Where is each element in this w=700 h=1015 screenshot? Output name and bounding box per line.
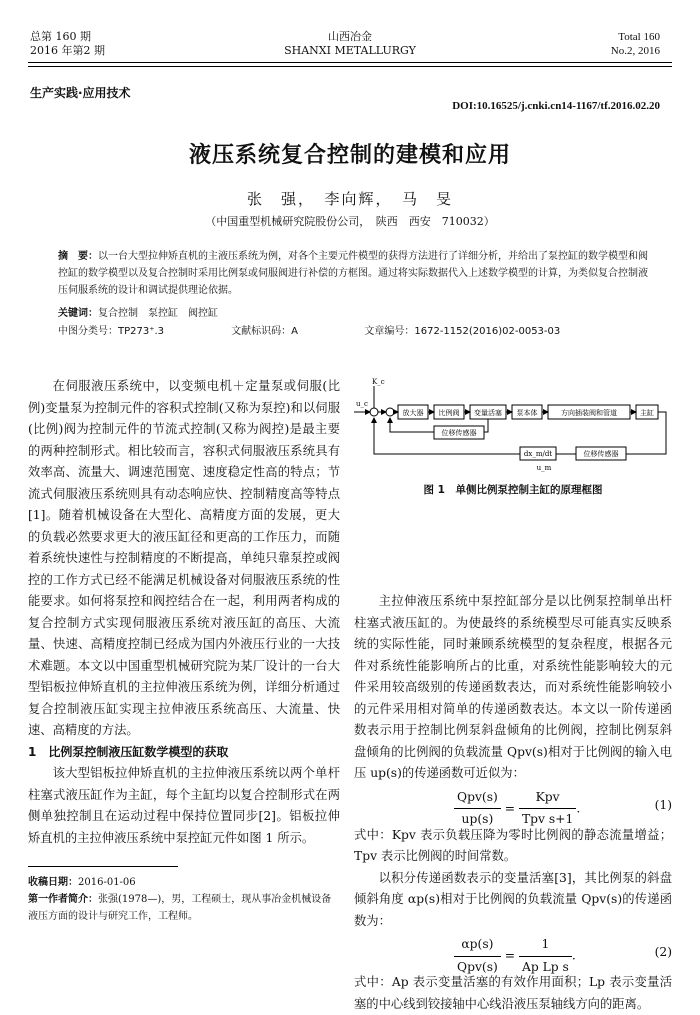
keywords-label: 关键词： [58,308,98,319]
block-displacement-sensor-1-label: 位移传感器 [441,429,477,437]
journal-issue-year: 2016 年第2 期 [30,44,105,57]
eq1-rhs-denominator: Tpv s+1 [521,812,574,826]
block-diagram [354,372,672,472]
block-amplifier-label: 放大器 [402,409,424,417]
received-label: 收稿日期： [28,877,78,888]
clc-number: 中图分类号：TP273⁺.3 [58,326,165,337]
eq1-lhs-denominator: up(s) [461,812,494,826]
right-paragraph-3: 以积分传递函数表示的变量活塞[3]，其比例泵的斜盘倾斜角度 αp(s)相对于比例阀的负载流量 Qpv(s)的传递函数为： [354,870,672,928]
header-rule-thin [28,66,672,67]
right-paragraph-2: 式中：Kpv 表示负载压降为零时比例阀的静态流量增益；Tpv 表示比例阀的时间常数。 [354,827,672,863]
header-right [611,30,660,58]
section-heading-1: 1 比例泵控制液压缸数学模型的获取 [28,744,229,759]
footnote-rule [28,866,178,867]
block-directional-valve-pipe-label: 方向插装阀和管道 [561,409,617,417]
eq2-lhs-numerator: αp(s) [454,934,501,957]
left-column [28,376,340,849]
journal-name-cn: 山西冶金 [328,30,372,43]
diagram-output-label: u_m [536,464,552,472]
diagram-input-label: u_c [356,400,368,408]
journal-name-en: SHANXI METALLURGY [284,44,416,57]
eq2-rhs-numerator: 1 [519,934,572,957]
equation-1: $\frac{\text{Qpv(s)}}{up(s)}$ = $\frac{\text{Kpv}}{\text{Tpv s+1}}$ . (1) [354,785,672,825]
footnote [28,874,340,925]
summing-junction-1 [370,408,378,416]
intro-paragraph: 在伺服液压系统中，以变频电机＋定量泵或伺服(比例)变量泵为控制元件的容积式控制(又称为泵控)和以伺服(比例)阀为控制元件的节流式控制(又称为阀控)是最主要的两种控制形式。相比较而言，容积式伺服液压系统具有效率高、流量大、调速范围宽、速度稳定性高的特点；节流式伺服液压系统则具有动态响应快、控制精度高等特点[1]。随着机械设备在大型化、高精度方面的发展，更大的负载必然要求更大的液压缸径和更高的工作压力，而随着系统快速性与控制精度的不断提高，单纯只靠泵控或阀控的工作方式已经不能满足机械设备对伺服液压系统的性能要求。如何将泵控和阀控结合在一起，利用两者构成的复合控制方式实现伺服液压系统对液压缸的高压、大流量、快速、高精度控制已经成为国内外液压行业的一大技术难题。本文以中国重型机械研究院为某厂设计的一台大型铝板拉伸矫直机的主拉伸液压系统为例，详细分析通过复合控制液压缸实现主拉伸液压系统高压、大流量、快速、高精度的方法。 [28,379,340,737]
summing-junction-2 [386,408,394,416]
block-pump-body-label: 泵本体 [516,409,538,417]
right-paragraph-4: 式中：Ap 表示变量活塞的有效作用面积；Lp 表示变量活塞的中心线到铰接轴中心线沿液压泵轴线方向的距离。 [354,975,672,1011]
figure-caption: 图 1 单侧比例泵控制主缸的原理框图 [423,484,603,496]
eq2-lhs-denominator: Qpv(s) [457,959,498,974]
received-date: 2016-01-06 [78,877,136,888]
eq1-rhs-numerator: Kpv [519,787,576,810]
eq2-number: (2) [654,945,672,959]
block-proportional-valve-label: 比例阀 [438,409,460,417]
issue-number: No.2, 2016 [610,45,660,57]
authors: 张 强， 李向辉， 马 旻 [246,190,453,208]
article-number: 文章编号：1672-1152(2016)02-0053-03 [364,326,561,337]
right-paragraph-1: 主拉伸液压系统中泵控缸部分是以比例泵控制单出杆柱塞式液压缸的。为使最终的系统模型尽可能真实反映系统的实际性能，同时兼顾系统模型的复杂程度，根据各元件对系统性能影响所占的比重，对系统性能影响较大的元件采用较高级别的传递函数表达，而对系统性能影响较小的元件采用相对简单的传递函数表达。本文以一阶传递函数表示用于控制比例泵斜盘倾角的比例阀，控制比例泵斜盘倾角的比例阀的负载流量 Qpv(s)相对于比例阀的输入电压 up(s)的传递函数可近似为： [354,594,672,780]
total-issue: Total 160 [618,31,660,43]
keywords [58,304,218,319]
keywords-text: 复合控制 泵控缸 阀控缸 [98,308,218,319]
classification-line [58,322,658,337]
block-main-cylinder-label: 主缸 [640,409,654,417]
author-bio-label: 第一作者简介： [28,894,98,905]
block-displacement-sensor-2-label: 位移传感器 [583,450,619,458]
block-variable-piston-label: 变量活塞 [474,409,502,417]
journal-issue-total: 总第 160 期 [30,30,91,43]
block-derivative-label: dx_m/dt [523,450,553,458]
abstract [58,248,648,299]
diagram-top-label: K_c [372,378,385,386]
affiliation: （中国重型机械研究院股份公司， 陕西 西安 710032） [205,215,495,228]
eq1-lhs-numerator: Qpv(s) [454,787,501,810]
header-center [0,30,700,58]
abstract-label: 摘 要： [58,251,98,262]
abstract-text: 以一台大型拉伸矫直机的主液压系统为例，对各个主要元件模型的获得方法进行了详细分析，并给出了泵控缸的数学模型和阀控缸的数学模型以及复合控制时采用比例泵或伺服阀进行补偿的方框图。通过将实际数据代入上述数学模型的计算，为类似复合控制液压伺服系统的设计和调试提供理论依据。 [58,251,648,296]
header-rule [28,62,672,63]
doi[interactable]: DOI:10.16525/j.cnki.cn14-1167/tf.2016.02.20 [452,100,660,112]
paper-title: 液压系统复合控制的建模和应用 [188,143,511,168]
equation-2: $\frac{\alpha p(s)}{\text{Qpv(s)}}$ = $\frac{1}{\text{Ap Lp s}}$ . (2) [354,932,672,972]
eq2-rhs-denominator: Ap Lp s [521,959,569,974]
right-column [354,591,672,1015]
eq1-number: (1) [654,797,672,812]
document-code: 文献标识码：A [231,326,299,337]
author-bio: 张强(1978—)，男，工程硕士，现从事冶金机械设备液压方面的设计与研究工作，工程师。 [28,894,332,922]
section-1-paragraph: 该大型铝板拉伸矫直机的主拉伸液压系统以两个单杆柱塞式液压缸作为主缸，每个主缸均以复合控制形式在两侧单独控制且在运动过程中保持位置同步[2]。铝板拉伸矫直机的主拉伸液压系统中泵控缸元件如图 1 所示。 [28,766,340,845]
section-tag: 生产实践·应用技术 [30,86,131,100]
